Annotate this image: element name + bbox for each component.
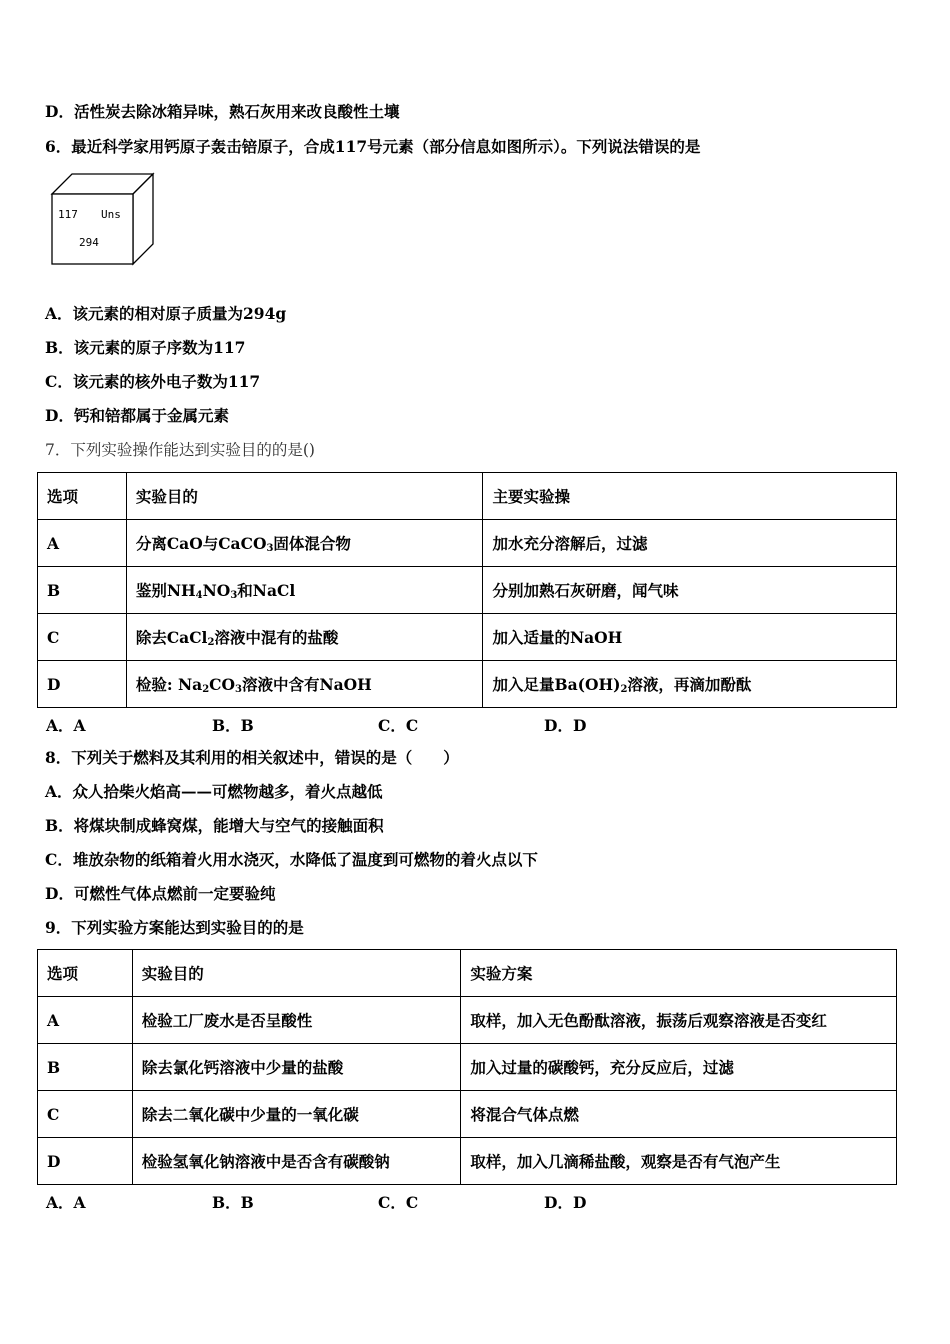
answer-option-c: C．C [378, 716, 419, 735]
q8-option-b: B．将煤块制成蜂窝煤，能增大与空气的接触面积 [45, 816, 384, 835]
q9-answer-options [46, 1191, 586, 1213]
element-cell-figure [50, 172, 158, 268]
q6-option-a: A．该元素的相对原子质量为294g [45, 304, 287, 323]
table-header-cell: 实验目的 [126, 473, 483, 520]
q8-option-a: A．众人拾柴火焰高——可燃物越多，着火点越低 [45, 782, 383, 801]
q6-option-b: B．该元素的原子序数为117 [45, 338, 246, 357]
answer-option-a: A．A [46, 716, 86, 735]
q9-table [37, 949, 897, 1185]
table-cell-option: C [38, 1091, 133, 1138]
element-mass: 294 [79, 236, 99, 249]
q7-table [37, 472, 897, 708]
table-header-row [38, 473, 897, 520]
table-row [38, 567, 897, 614]
table-cell-goal: 除去二氧化碳中少量的一氧化碳 [132, 1091, 461, 1138]
table-cell-option: B [38, 1044, 133, 1091]
table-row [38, 1044, 897, 1091]
table-cell-operation: 加水充分溶解后，过滤 [483, 520, 897, 567]
q8-stem: 8．下列关于燃料及其利用的相关叙述中，错误的是（ ） [45, 748, 459, 767]
table-cell-goal: 除去CaCl$_2$溶液中混有的盐酸 [126, 614, 483, 661]
element-number: 117 [58, 208, 78, 221]
table-cell-plan: 加入过量的碳酸钙，充分反应后，过滤 [461, 1044, 897, 1091]
answer-option-b: B．B [212, 716, 254, 735]
table-cell-goal: 检验工厂废水是否呈酸性 [132, 997, 461, 1044]
table-row [38, 520, 897, 567]
table-cell-operation: 加入足量$Ba(OH)_2$溶液，再滴加酚酞 [483, 661, 897, 708]
answer-option-c: C．C [378, 1193, 419, 1212]
answer-option-d: D．D [544, 716, 587, 735]
table-cell-option: A [38, 520, 127, 567]
answer-option-a: A．A [46, 1193, 86, 1212]
table-cell-plan: 取样，加入无色酚酞溶液，振荡后观察溶液是否变红 [461, 997, 897, 1044]
table-header-cell: 选项 [38, 950, 133, 997]
table-row [38, 1138, 897, 1185]
table-row [38, 661, 897, 708]
table-cell-operation: 分别加熟石灰研磨，闻气味 [483, 567, 897, 614]
table-header-cell: 实验方案 [461, 950, 897, 997]
table-cell-goal: 鉴别$NH_4NO_3$和NaCl [126, 567, 483, 614]
q5-option-d: D．活性炭去除冰箱异味，熟石灰用来改良酸性土壤 [45, 102, 400, 121]
table-cell-plan: 将混合气体点燃 [461, 1091, 897, 1138]
table-cell-option: C [38, 614, 127, 661]
table-cell-goal: 除去氯化钙溶液中少量的盐酸 [132, 1044, 461, 1091]
q6-stem: 6．最近科学家用钙原子轰击锫原子，合成117号元素（部分信息如图所示）。下列说法错误的是 [45, 137, 701, 156]
q8-option-d: D．可燃性气体点燃前一定要验纯 [45, 884, 276, 903]
table-header-cell: 选项 [38, 473, 127, 520]
table-row [38, 614, 897, 661]
table-cell-option: D [38, 1138, 133, 1185]
answer-option-b: B．B [212, 1193, 254, 1212]
q6-option-c: C．该元素的核外电子数为117 [45, 372, 261, 391]
answer-option-d: D．D [544, 1193, 587, 1212]
table-cell-goal: 分离CaO与CaCO$_3$固体混合物 [126, 520, 483, 567]
q6-option-d: D．钙和锫都属于金属元素 [45, 406, 229, 425]
q7-answer-options [46, 714, 586, 736]
element-symbol: Uns [101, 208, 121, 221]
table-cell-goal: 检验氢氧化钠溶液中是否含有碳酸钠 [132, 1138, 461, 1185]
q8-option-c: C．堆放杂物的纸箱着火用水浇灭，水降低了温度到可燃物的着火点以下 [45, 850, 538, 869]
table-row [38, 1091, 897, 1138]
table-cell-operation: 加入适量的NaOH [483, 614, 897, 661]
q9-stem: 9．下列实验方案能达到实验目的的是 [45, 918, 304, 937]
table-header-cell: 实验目的 [132, 950, 461, 997]
table-cell-option: B [38, 567, 127, 614]
table-row [38, 997, 897, 1044]
q7-stem: 7．下列实验操作能达到实验目的的是() [45, 441, 315, 459]
table-header-cell: 主要实验操 [483, 473, 897, 520]
table-cell-goal: 检验: $Na_2CO_3$溶液中含有NaOH [126, 661, 483, 708]
table-header-row [38, 950, 897, 997]
table-cell-plan: 取样，加入几滴稀盐酸，观察是否有气泡产生 [461, 1138, 897, 1185]
table-cell-option: A [38, 997, 133, 1044]
table-cell-option: D [38, 661, 127, 708]
